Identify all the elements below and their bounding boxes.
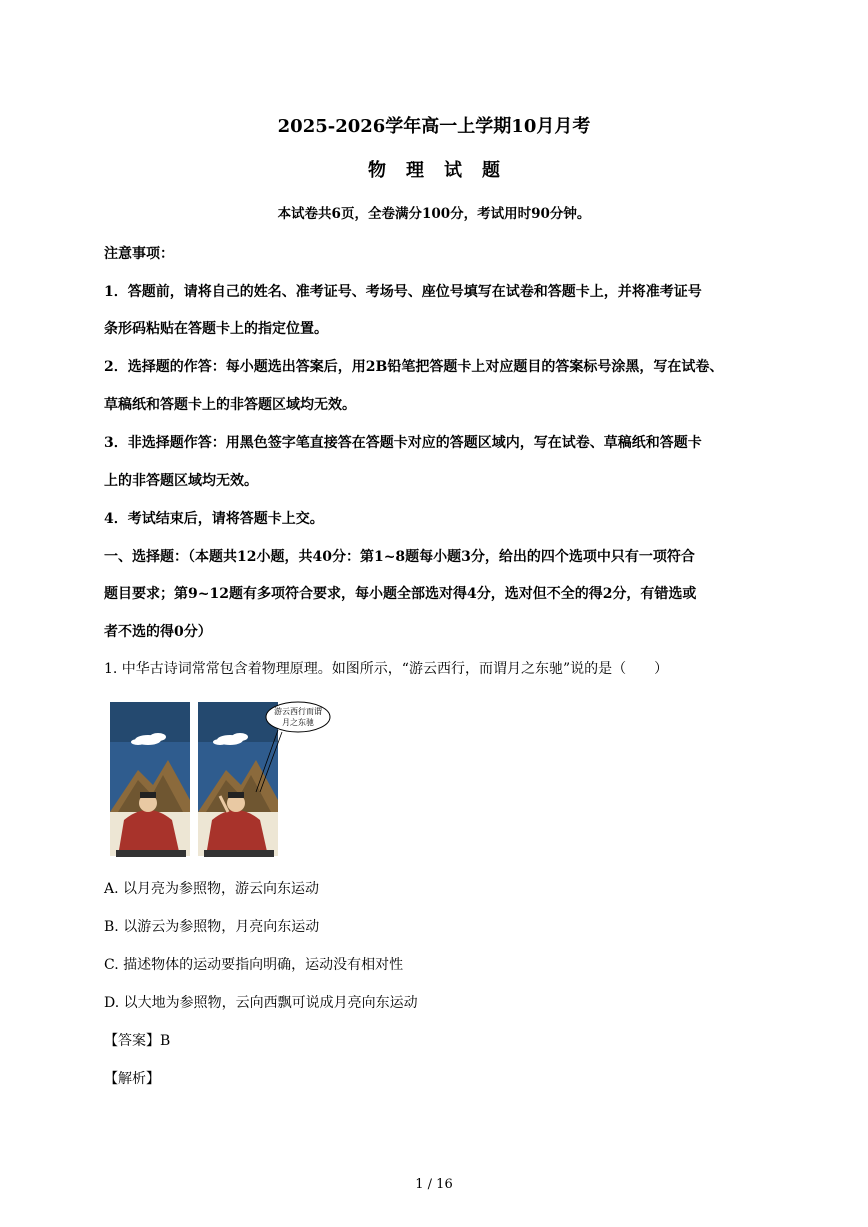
option-d: D. 以大地为参照物，云向西飘可说成月亮向东运动	[104, 995, 418, 1011]
section-heading: 一、选择题：（本题共12小题，共40分：第1~8题每小题3分，给出的四个选项中只有一项符合	[104, 549, 695, 565]
notice-heading: 注意事项：	[104, 246, 174, 262]
exam-title: 2025-2026学年高一上学期10月月考	[277, 116, 591, 137]
page-number: 1 / 16	[415, 1177, 453, 1192]
section-line: 题目要求；第9~12题有多项符合要求，每小题全部选对得4分，选对但不全的得2分，有错选或	[104, 586, 697, 602]
bubble-text-line1: 游云西行而谓	[274, 707, 322, 716]
section-line: 者不选的得0分）	[104, 624, 212, 640]
analysis-heading: 【解析】	[104, 1071, 160, 1087]
option-b: B. 以游云为参照物，月亮向东运动	[104, 919, 320, 935]
answer: 【答案】B	[104, 1033, 171, 1049]
bubble-text-line2: 月之东驰	[282, 718, 314, 727]
option-a: A. 以月亮为参照物，游云向东运动	[104, 881, 320, 897]
notice-line: 2．选择题的作答：每小题选出答案后，用2B铅笔把答题卡上对应题目的答案标号涂黑，写在试卷、	[104, 359, 724, 375]
speech-bubble	[266, 702, 330, 732]
notice-line: 草稿纸和答题卡上的非答题区域均无效。	[104, 397, 356, 413]
question-stem: 1. 中华古诗词常常包含着物理原理。如图所示，“游云西行，而谓月之东驰”说的是（ ）	[104, 661, 669, 677]
option-c: C. 描述物体的运动要指向明确，运动没有相对性	[104, 957, 404, 973]
notice-line: 上的非答题区域均无效。	[104, 473, 258, 489]
illustration-panel-right	[196, 702, 282, 858]
notice-line: 4．考试结束后，请将答题卡上交。	[104, 511, 324, 527]
notice-line: 3．非选择题作答：用黑色签字笔直接答在答题卡对应的答题区域内，写在试卷、草稿纸和答题卡	[104, 435, 702, 451]
illustration-panel-left	[108, 702, 192, 858]
subject-title: 物理试题	[368, 160, 520, 181]
notice-line: 条形码粘贴在答题卡上的指定位置。	[104, 321, 328, 337]
notice-line: 1．答题前，请将自己的姓名、准考证号、考场号、座位号填写在试卷和答题卡上，并将准考证号	[104, 284, 702, 300]
poem-illustration	[108, 700, 332, 858]
exam-info: 本试卷共6页，全卷满分100分，考试用时90分钟。	[277, 206, 591, 222]
